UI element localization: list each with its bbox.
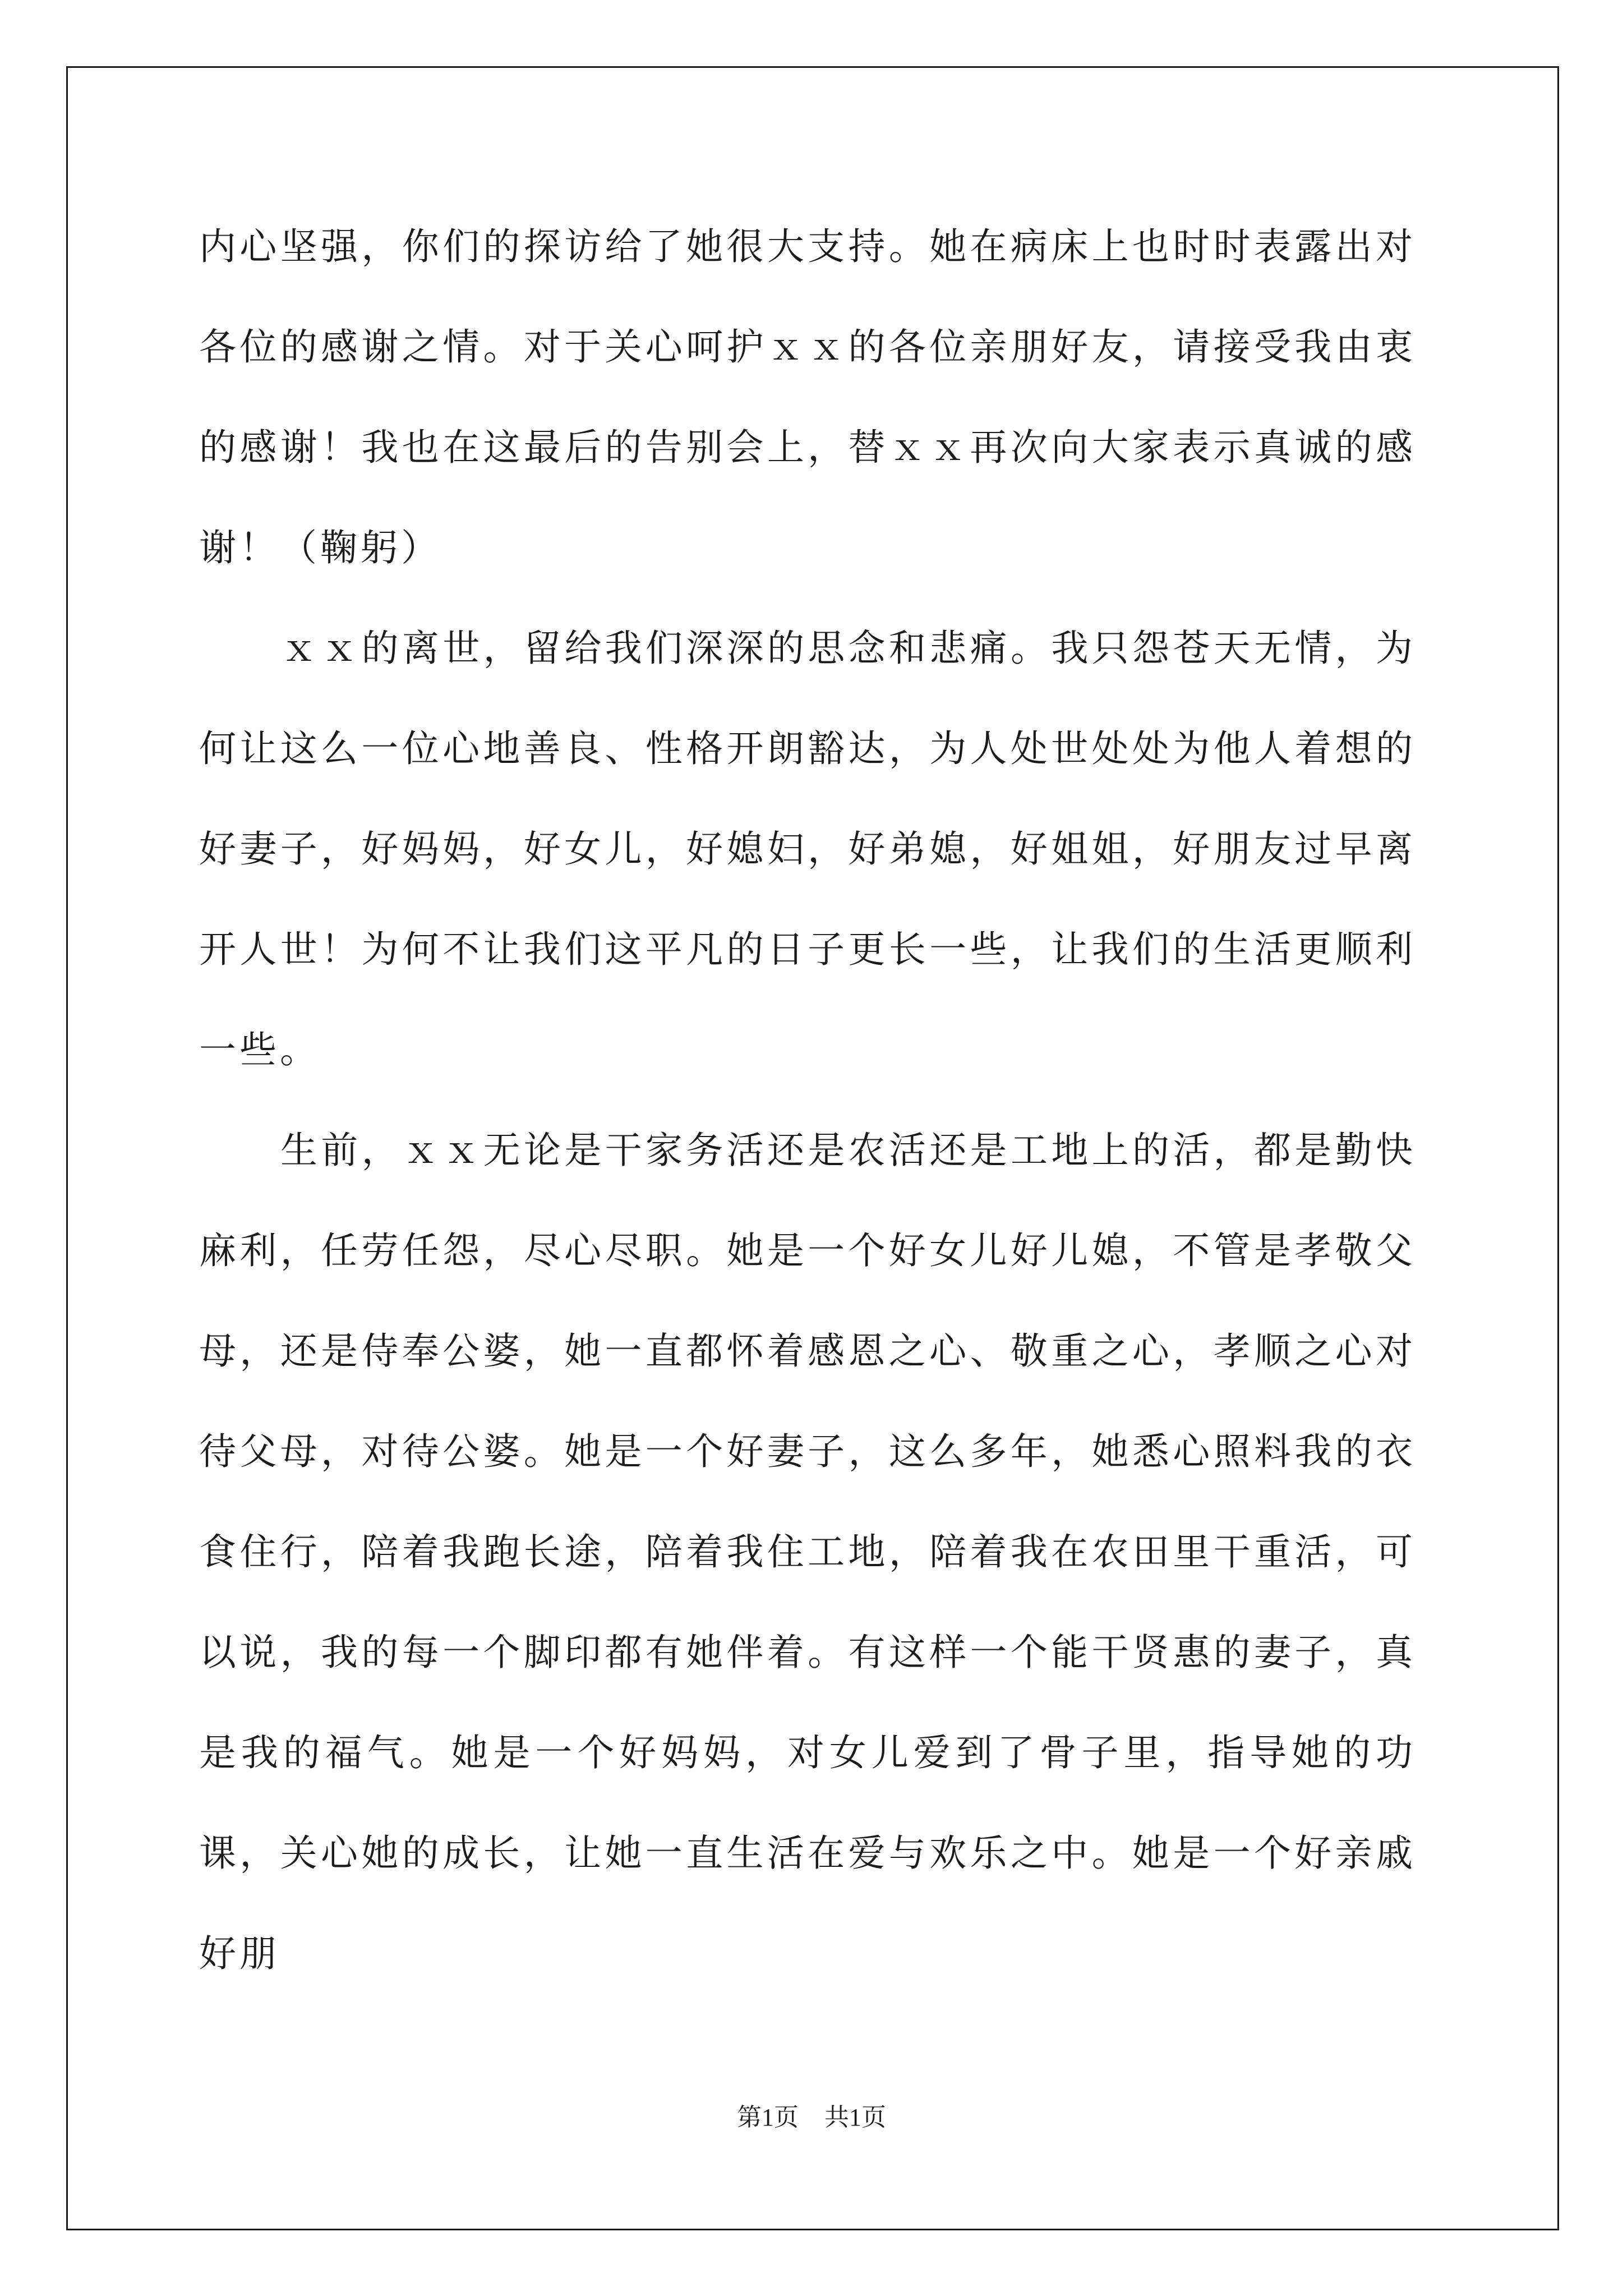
page-total: 共1页: [824, 2104, 886, 2131]
page-number: 第1页: [737, 2104, 799, 2131]
paragraph-1: 内心坚强，你们的探访给了她很大支持。她在病床上也时时表露出对各位的感谢之情。对于关心呵护ｘｘ的各位亲朋好友，请接受我由衷的感谢！我也在这最后的告别会上，替ｘｘ再次向大家表示真诚的感谢！（鞠躬）: [199, 225, 1416, 569]
paragraph-3: 生前，ｘｘ无论是干家务活还是农活还是工地上的活，都是勤快麻利，任劳任怨，尽心尽职。她是一个好女儿好儿媳，不管是孝敬父母，还是侍奉公婆，她一直都怀着感恩之心、敬重之心，孝顺之心对待父母，对待公婆。她是一个好妻子，这么多年，她悉心照料我的衣食住行，陪着我跑长途，陪着我住工地，陪着我在农田里干重活，可以说，我的每一个脚印都有她伴着。有这样一个能干贤惠的妻子，真是我的福气。她是一个好妈妈，对女儿爱到了骨子里，指导她的功课，关心她的成长，让她一直生活在爱与欢乐之中。她是一个好亲戚好朋: [199, 1129, 1416, 1975]
document-body: [199, 196, 1416, 2004]
paragraph-2: ｘｘ的离世，留给我们深深的思念和悲痛。我只怨苍天无情，为何让这么一位心地善良、性格开朗豁达，为人处世处处为他人着想的好妻子，好妈妈，好女儿，好媳妇，好弟媳，好姐姐，好朋友过早离开人世！为何不让我们这平凡的日子更长一些，让我们的生活更顺利一些。: [199, 627, 1416, 1071]
page-footer: [0, 2097, 1623, 2133]
